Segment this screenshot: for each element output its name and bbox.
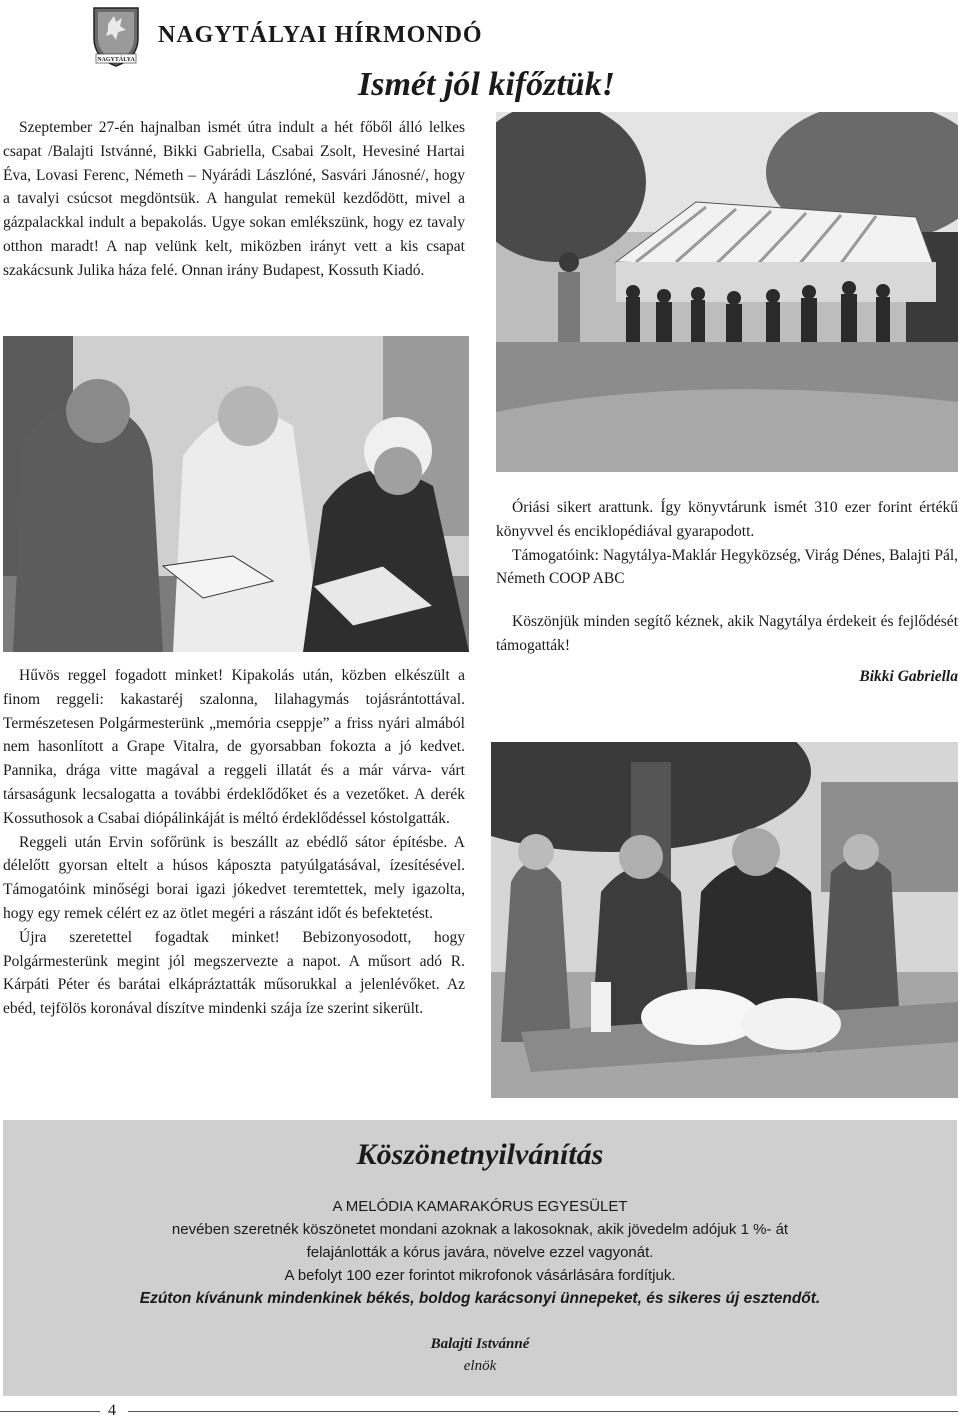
article-intro-block <box>3 116 465 283</box>
footer-rule-right <box>128 1411 958 1412</box>
notice-title: Köszönetnyilvánítás <box>356 1138 604 1171</box>
coat-of-arms-logo <box>90 4 142 68</box>
article-paragraph-4: Újra szeretettel fogadtak minket! Bebizonyosodott, hogy Polgármesterünk megint jól megszervezte a napot. A műsort adó R. Kárpáti Péter és barátai elkápráztatták műsorukkal a jelenlévőket. Az ebéd, tejfölös koronával díszítve mindenki szája íze szerint sikerült. <box>3 928 465 1018</box>
article-body-block <box>3 664 465 1021</box>
article-title: Ismét jól kifőztük! <box>358 66 615 103</box>
coat-of-arms-icon <box>90 4 142 68</box>
notice-signer: Balajti Istvánné <box>430 1336 530 1352</box>
photo-reading-book <box>3 336 469 652</box>
photo-tent-gathering <box>496 112 958 472</box>
article-author: Bikki Gabriella <box>859 668 958 685</box>
photo-cooking-table <box>491 742 958 1098</box>
notice-wish: Ezúton kívánunk mindenkinek békés, boldog karácsonyi ünnepeket, és sikeres új esztendőt. <box>139 1290 821 1307</box>
notice-line-3: A befolyt 100 ezer forintot mikrofonok vásárlására fordítjuk. <box>284 1267 676 1284</box>
footer-rule-left <box>0 1411 100 1412</box>
notice-line-1: nevében szeretnék köszönetet mondani azoknak a lakosoknak, akik jövedelm adójuk 1 %- át <box>171 1221 789 1238</box>
thanks-notice-box <box>3 1120 957 1396</box>
logo-text: NAGYTÁLYA <box>97 57 135 63</box>
masthead-title: NAGYTÁLYAI HÍRMONDÓ <box>158 22 483 48</box>
article-paragraph-2: Hűvös reggel fogadott minket! Kipakolás után, közben elkészült a finom reggeli: kakastaréj szalonna, lilahagymás tojásrántottával. Természetesen Polgármesterünk „memória cseppje” a friss nyári almából nem hasonlított a Grape Vitalra, de gyorsabban fokozta a jó kedvet. Pannika, drága vitte magával a reggeli illatát és a már várva- várt társaságunk lecsalogatta a további érdeklődőket és a vezetőket. A derék Kossuthosok a Csabai diópálinkáját is méltó érdeklődéssel kóstolgatták. <box>3 667 465 827</box>
page-number: 4 <box>108 1402 116 1419</box>
notice-signer-role: elnök <box>463 1358 497 1374</box>
article-paragraph-3: Reggeli után Ervin sofőrünk is beszállt az ebédlő sátor építésbe. A délelőtt gyorsan eltelt a húsos káposzta patyúlgatásával, ízesítésével. Támogatóink minőségi borai igazi jókedvet teremtettek, mely igazolta, hogy egy remek célért ez az ötlet megéri a rászánt időt és befektetést. <box>3 833 465 922</box>
article-results-block <box>496 496 958 591</box>
notice-organization: A MELÓDIA KAMARAKÓRUS EGYESÜLET <box>332 1198 628 1215</box>
article-paragraph-7: Köszönjük minden segítő kéznek, akik Nagytálya érdekeit és fejlődését támogatták! <box>496 613 958 654</box>
article-paragraph-6: Támogatóink: Nagytálya-Maklár Hegyközség, Virág Dénes, Balajti Pál, Németh COOP ABC <box>496 546 959 588</box>
article-thanks-block <box>496 610 958 658</box>
article-intro: Szeptember 27-én hajnalban ismét útra indult a hét főből álló lelkes csapat /Balajti Istvánné, Bikki Gabriella, Csabai Zsolt, Hevesiné Hartai Éva, Lovasi Ferenc, Németh – Nyárádi Lászlóné, Sasvári Jánosné/, hogy a tavalyi csúcsot megdöntsük. A hangulat remekül kezdődött, mivel a gázpalackkal indult a bepakolás. Ugye sokan emlékszünk, hogy ez tavaly otthon maradt! A nap velünk kelt, miközben irányt vett a kis csapat szakácsunk Julika háza felé. Onnan irány Budapest, Kossuth Kiadó. <box>3 119 465 279</box>
article-paragraph-5: Óriási sikert arattunk. Így könyvtárunk ismét 310 ezer forint értékű könyvvel és enciklopédiával gyarapodott. <box>496 499 958 540</box>
notice-line-2: felajánlották a kórus javára, növelve ezzel vagyonát. <box>306 1244 654 1261</box>
